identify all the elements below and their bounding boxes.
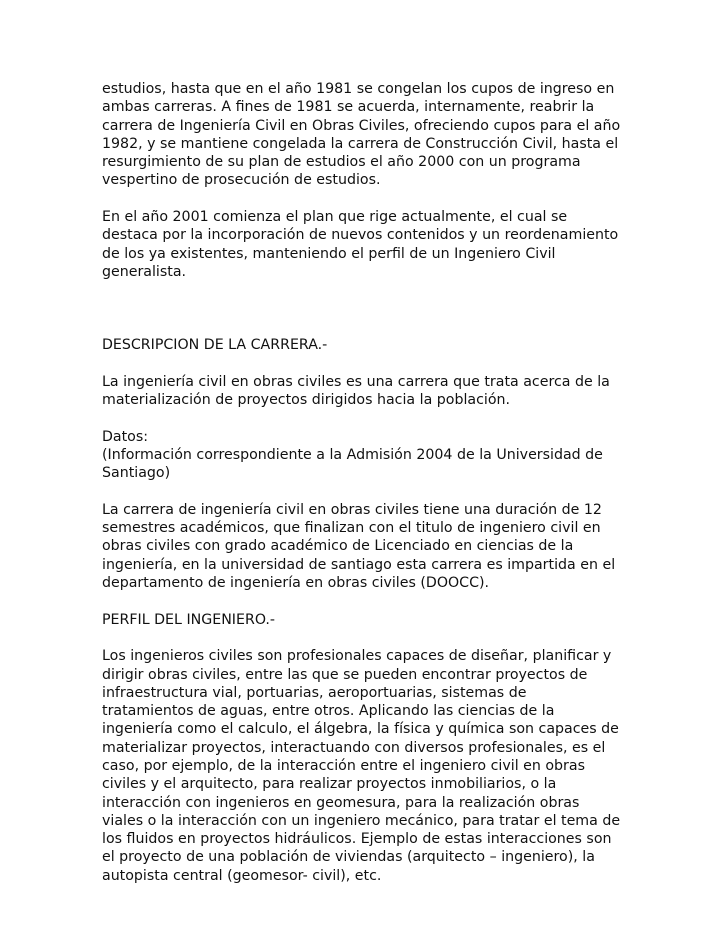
section-heading-perfil [102, 611, 632, 629]
text-line: materializar proyectos, interactuando con diversos profesionales, es el [102, 739, 606, 756]
text-line: resurgimiento de su plan de estudios el año 2000 con un programa [102, 154, 581, 171]
text-line: dirigir obras civiles, entre las que se pueden encontrar proyectos de [102, 666, 588, 683]
text-line: el proyecto de una población de viviendas (arquitecto – ingeniero), la [102, 849, 595, 866]
text-line: tratamientos de aguas, entre otros. Aplicando las ciencias de la [102, 703, 555, 720]
text-line: los fluidos en proyectos hidráulicos. Ejemplo de estas interacciones son [102, 831, 612, 848]
history-paragraph [102, 80, 632, 190]
paragraph-spacer [102, 354, 632, 372]
text-line: La ingeniería civil en obras civiles es una carrera que trata acerca de la [102, 373, 610, 390]
heading-text: DESCRIPCION DE LA CARRERA.- [102, 337, 328, 354]
paragraph-spacer [102, 592, 632, 610]
text-line: Santiago) [102, 465, 171, 482]
text-line: materialización de proyectos dirigidos hacia la población. [102, 392, 511, 409]
plan-paragraph [102, 208, 632, 281]
text-line: ambas carreras. A fines de 1981 se acuerda, internamente, reabrir la [102, 99, 595, 116]
text-line: caso, por ejemplo, de la interacción entre el ingeniero civil en obras [102, 757, 585, 774]
duration-paragraph [102, 501, 632, 592]
text-line: Datos: [102, 428, 149, 445]
paragraph-spacer [102, 629, 632, 647]
text-line: semestres académicos, que finalizan con el titulo de ingeniero civil en [102, 520, 601, 537]
text-line: 1982, y se mantiene congelada la carrera de Construcción Civil, hasta el [102, 135, 619, 152]
text-line: vespertino de prosecución de estudios. [102, 172, 381, 189]
text-line: generalista. [102, 263, 187, 280]
text-line: autopista central (geomesor- civil), etc. [102, 867, 382, 884]
heading-text: PERFIL DEL INGENIERO.- [102, 611, 276, 628]
text-line: destaca por la incorporación de nuevos contenidos y un reordenamiento [102, 227, 619, 244]
text-line: Los ingenieros civiles son profesionales capaces de diseñar, planificar y [102, 648, 612, 665]
text-line: La carrera de ingeniería civil en obras civiles tiene una duración de 12 [102, 501, 602, 518]
datos-paragraph [102, 428, 632, 483]
profile-paragraph [102, 647, 632, 885]
paragraph-spacer [102, 409, 632, 427]
text-line: carrera de Ingeniería Civil en Obras Civiles, ofreciendo cupos para el año [102, 117, 621, 134]
text-line: (Información correspondiente a la Admisión 2004 de la Universidad de [102, 446, 603, 463]
section-heading-descripcion [102, 336, 632, 354]
text-line: de los ya existentes, manteniendo el perfil de un Ingeniero Civil [102, 245, 556, 262]
text-line: departamento de ingeniería en obras civiles (DOOCC). [102, 575, 490, 592]
text-line: obras civiles con grado académico de Licenciado en ciencias de la [102, 538, 574, 555]
document-page [102, 80, 632, 885]
text-line: infraestructura vial, portuarias, aeroportuarias, sistemas de [102, 684, 527, 701]
text-line: ingeniería como el calculo, el álgebra, la física y química son capaces de [102, 721, 619, 738]
description-paragraph [102, 373, 632, 410]
text-line: viales o la interacción con un ingeniero mecánico, para tratar el tema de [102, 812, 621, 829]
text-line: En el año 2001 comienza el plan que rige actualmente, el cual se [102, 209, 568, 226]
text-line: civiles y el arquitecto, para realizar proyectos inmobiliarios, o la [102, 776, 557, 793]
text-line: estudios, hasta que en el año 1981 se congelan los cupos de ingreso en [102, 81, 615, 97]
paragraph-spacer [102, 190, 632, 208]
paragraph-spacer [102, 483, 632, 501]
text-line: interacción con ingenieros en geomesura, para la realización obras [102, 794, 580, 811]
section-spacer [102, 281, 632, 336]
text-line: ingeniería, en la universidad de santiago esta carrera es impartida en el [102, 556, 616, 573]
